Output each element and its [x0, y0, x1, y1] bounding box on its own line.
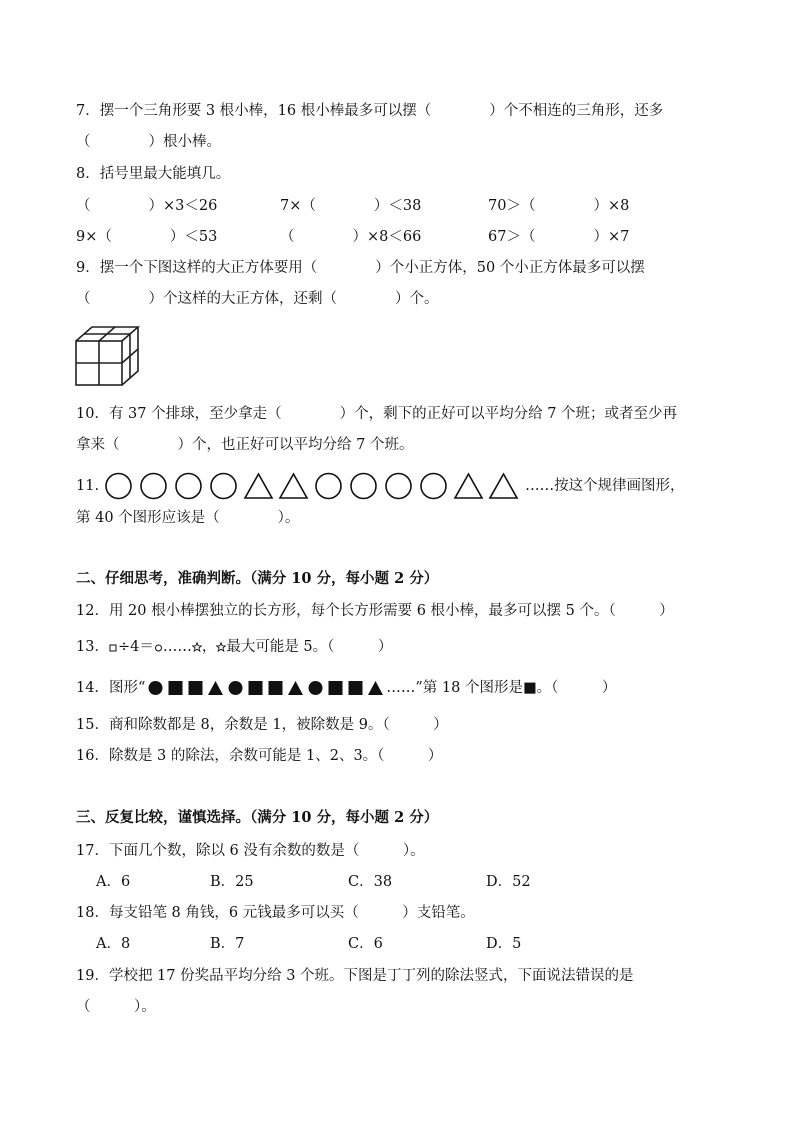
q11-shape-sequence	[103, 472, 519, 500]
q19-line1: 19．学校把 17 份奖品平均分给 3 个班。下图是丁丁列的除法竖式，下面说法错误的是	[76, 968, 634, 984]
q18-option-a[interactable]: A．8	[96, 936, 131, 952]
q13-text-b: ÷4＝	[117, 639, 154, 655]
q17-option-d[interactable]: D．52	[486, 874, 531, 890]
q16: 16．除数是 3 的除法，余数可能是 1、2、3。（ ）	[76, 748, 443, 764]
q12: 12．用 20 根小棒摆独立的长方形，每个长方形需要 6 根小棒，最多可以摆 5 个。（ ）	[76, 603, 674, 619]
q13-text-c: ……	[162, 639, 192, 655]
q10-line2: 拿来（ ）个，也正好可以平均分给 7 个班。	[76, 437, 414, 453]
q8-r2c1: 9×（ ）＜53	[76, 229, 218, 245]
small-square-icon	[109, 643, 118, 652]
cube-figure	[74, 325, 144, 389]
q11-number: 11.	[76, 478, 100, 494]
triangle-shape	[278, 472, 309, 500]
q19-line2: （ ）。	[76, 999, 156, 1015]
star-icon	[192, 642, 202, 652]
filled-circle-shape	[227, 680, 244, 696]
filled-square-shape	[187, 680, 204, 696]
filled-square-shape	[327, 680, 344, 696]
q8-r1c3: 70＞（ ）×8	[488, 198, 630, 214]
q8-title: 8．括号里最大能填几。	[76, 166, 231, 182]
section2-title: 二、仔细思考，准确判断。（满分 10 分，每小题 2 分）	[76, 570, 439, 587]
triangle-shape	[243, 472, 274, 500]
filled-square-shape	[347, 680, 364, 696]
q15: 15．商和除数都是 8，余数是 1，被除数是 9。（ ）	[76, 717, 448, 733]
filled-triangle-shape	[207, 680, 224, 696]
q7-line1: 7．摆一个三角形要 3 根小棒，16 根小棒最多可以摆（ ）个不相连的三角形，还多	[76, 103, 664, 119]
q9-line2: （ ）个这样的大正方体，还剩（ ）个。	[76, 291, 439, 307]
star-icon	[216, 642, 226, 652]
circle-shape	[103, 472, 134, 500]
q8-r2c2: （ ）×8＜66	[280, 229, 422, 245]
q13-number: 13．	[76, 639, 109, 655]
filled-triangle-shape	[367, 680, 384, 696]
section3-title: 三、反复比较，谨慎选择。（满分 10 分，每小题 2 分）	[76, 809, 439, 826]
circle-shape	[173, 472, 204, 500]
filled-triangle-shape	[287, 680, 304, 696]
q8-r1c1: （ ）×3＜26	[76, 198, 218, 214]
q11-line1	[76, 472, 685, 500]
filled-square-shape	[167, 680, 184, 696]
circle-shape	[383, 472, 414, 500]
q14	[76, 678, 616, 698]
filled-circle-shape	[307, 680, 324, 696]
filled-square-shape	[267, 680, 284, 696]
circle-shape	[208, 472, 239, 500]
triangle-shape	[453, 472, 484, 500]
q18-option-d[interactable]: D．5	[486, 936, 522, 952]
q14-shape-sequence	[147, 680, 384, 696]
q10-line1: 10．有 37 个排球，至少拿走（ ）个，剩下的正好可以平均分给 7 个班；或者至少再	[76, 406, 678, 422]
q17-option-b[interactable]: B．25	[210, 874, 254, 890]
q9-line1: 9．摆一个下图这样的大正方体要用（ ）个小正方体，50 个小正方体最多可以摆	[76, 260, 645, 276]
q8-r2c3: 67＞（ ）×7	[488, 229, 630, 245]
circle-shape	[418, 472, 449, 500]
q13	[76, 637, 392, 657]
q18-option-c[interactable]: C．6	[348, 936, 383, 952]
q14-prefix: 14．图形“	[76, 680, 146, 696]
circle-shape	[348, 472, 379, 500]
q13-text-e: 最大可能是 5。（ ）	[226, 639, 393, 655]
filled-square-shape	[247, 680, 264, 696]
q17-option-c[interactable]: C．38	[348, 874, 393, 890]
filled-circle-shape	[147, 680, 164, 696]
q17-option-a[interactable]: A．6	[96, 874, 131, 890]
circle-shape	[313, 472, 344, 500]
q18-stem: 18．每支铅笔 8 角钱，6 元钱最多可以买（ ）支铅笔。	[76, 905, 475, 921]
q11-tail: ……按这个规律画图形，	[525, 478, 685, 494]
q18-option-b[interactable]: B．7	[210, 936, 245, 952]
q11-line2: 第 40 个图形应该是（ ）。	[76, 510, 300, 526]
q8-r1c2: 7×（ ）＜38	[280, 198, 422, 214]
small-circle-icon	[154, 643, 163, 652]
q14-suffix: ……”第 18 个图形是■。（ ）	[386, 680, 617, 696]
circle-shape	[138, 472, 169, 500]
q7-line2: （ ）根小棒。	[76, 134, 221, 150]
q13-text-d: ，	[201, 639, 217, 655]
triangle-shape	[488, 472, 519, 500]
q17-stem: 17．下面几个数，除以 6 没有余数的数是（ ）。	[76, 843, 425, 859]
